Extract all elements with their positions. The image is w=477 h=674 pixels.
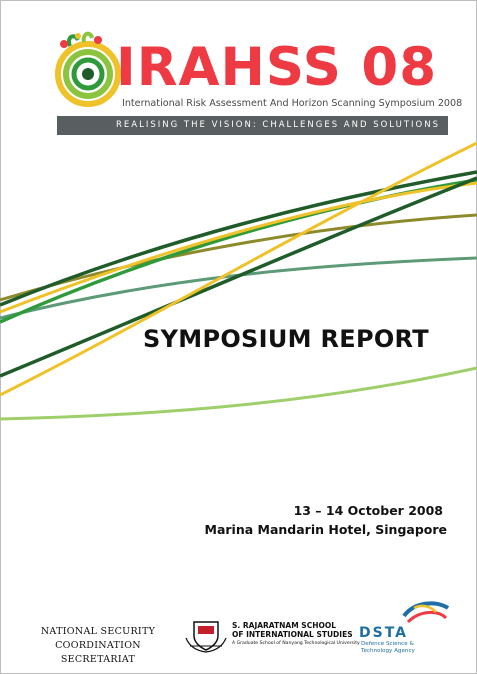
event-dates: 13 – 14 October 2008 (293, 503, 443, 518)
nscs-line-1: NATIONAL SECURITY (40, 626, 156, 637)
event-subtitle: International Risk Assessment And Horizon Scanning Symposium 2008 (122, 98, 463, 109)
dsta-subtitle: Defence Science & Technology Agency (361, 641, 415, 654)
nscs-logo (18, 625, 178, 667)
event-title: IRAHSS 08 (116, 37, 438, 98)
event-venue: Marina Mandarin Hotel, Singapore (204, 522, 447, 537)
nscs-line-2: COORDINATION SECRETARIAT (55, 640, 141, 665)
line-yellow-steep (0, 143, 477, 395)
dsta-swoosh-icon (400, 600, 452, 626)
rsis-crest-icon (184, 618, 228, 654)
report-title: SYMPOSIUM REPORT (143, 325, 429, 353)
rsis-line-3: A Graduate School of Nanyang Technological University (232, 641, 360, 646)
line-olive (0, 215, 477, 300)
line-light-green (0, 368, 477, 419)
rsis-line-1: S. RAJARATNAM SCHOOL (232, 621, 337, 630)
dsta-name: DSTA (359, 625, 409, 641)
tagline-text: REALISING THE VISION: CHALLENGES AND SOLUTIONS (116, 120, 440, 130)
rsis-line-2: OF INTERNATIONAL STUDIES (232, 630, 353, 639)
